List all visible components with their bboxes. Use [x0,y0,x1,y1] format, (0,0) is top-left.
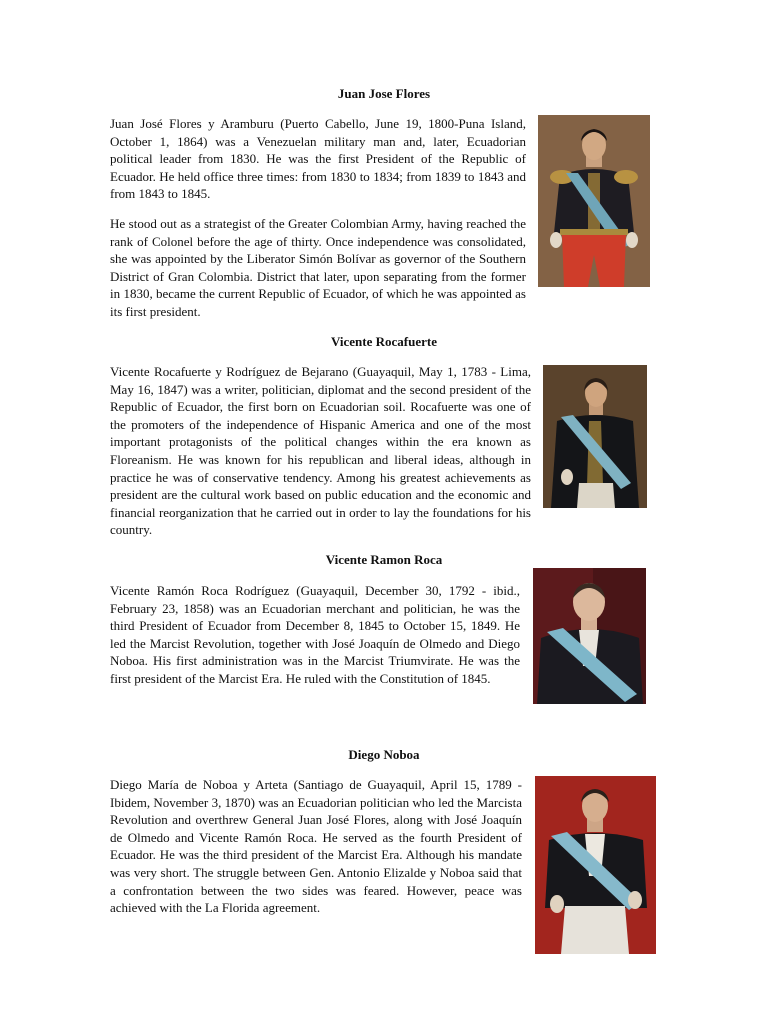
section-title-noboa: Diego Noboa [348,747,420,762]
section-title-flores: Juan Jose Flores [337,86,431,101]
paragraph-flores-1: Juan José Flores y Aramburu (Puerto Cabello, June 19, 1800-Puna Island, October 1, 1864) was a Venezuelan military man and, later, Ecuadorian political leader from 1830. He was the first President of the Republic of Ecuador. He held office three times: from 1830 to 1834; from 1839 to 1843 and from 1843 to 1845. [110,116,526,202]
section-title-rocafuerte: Vicente Rocafuerte [331,334,437,349]
portrait-noboa [535,776,656,954]
portrait-flores [538,115,650,287]
section-title-roca: Vicente Ramon Roca [325,552,443,567]
paragraph-roca: Vicente Ramón Roca Rodríguez (Guayaquil, December 30, 1792 - ibid., February 23, 1858) was an Ecuadorian merchant and politician, he was the third President of Ecuador from December 8, 1845 to October 15, 1849. He led the Marcist Revolution, together with José Joaquín de Olmedo and Diego Noboa. His first administration was in the Marcist Triumvirate. He was the first president of the Marcist Era. He ruled with the Constitution of 1845. [110,583,520,686]
paragraph-rocafuerte: Vicente Rocafuerte y Rodríguez de Bejarano (Guayaquil, May 1, 1783 - Lima, May 16, 1847) was a writer, politician, diplomat and the second president of the Republic of Ecuador, the first born on Ecuadorian soil. Rocafuerte was one of the promoters of the independence of Hispanic America and one of the most important protagonists of the political changes within the era known as Floreanism. He was known for his republican and liberal ideas, although in practice he was of conservative tendency. Among his greatest achievements as president are the cultural work based on public education and the economic and financial reorganization that he carried out in order to lay the foundations for his country. [110,364,531,538]
paragraph-flores-2: He stood out as a strategist of the Greater Colombian Army, having reached the rank of Colonel before the age of thirty. Once independence was consolidated, she was appointed by the Liberator Simón Bolívar as governor of the Southern District of Gran Colombia. District that later, upon separating from the former in 1830, became the current Republic of Ecuador, of which he was appointed as its first president. [110,216,526,319]
portrait-roca [533,568,646,704]
portrait-rocafuerte [543,365,647,508]
paragraph-noboa: Diego María de Noboa y Arteta (Santiago de Guayaquil, April 15, 1789 - Ibidem, November 3, 1870) was an Ecuadorian politician who led the Marcista Revolution and overthrew General Juan José Flores, along with José Joaquín de Olmedo and Vicente Ramón Roca. He served as the fourth President of Ecuador. He was the third president of the Marcist Era. Although his mandate was very short. The struggle between Gen. Antonio Elizalde y Noboa said that a confrontation between the two sides was feared. However, peace was achieved with the La Florida agreement. [110,777,522,916]
